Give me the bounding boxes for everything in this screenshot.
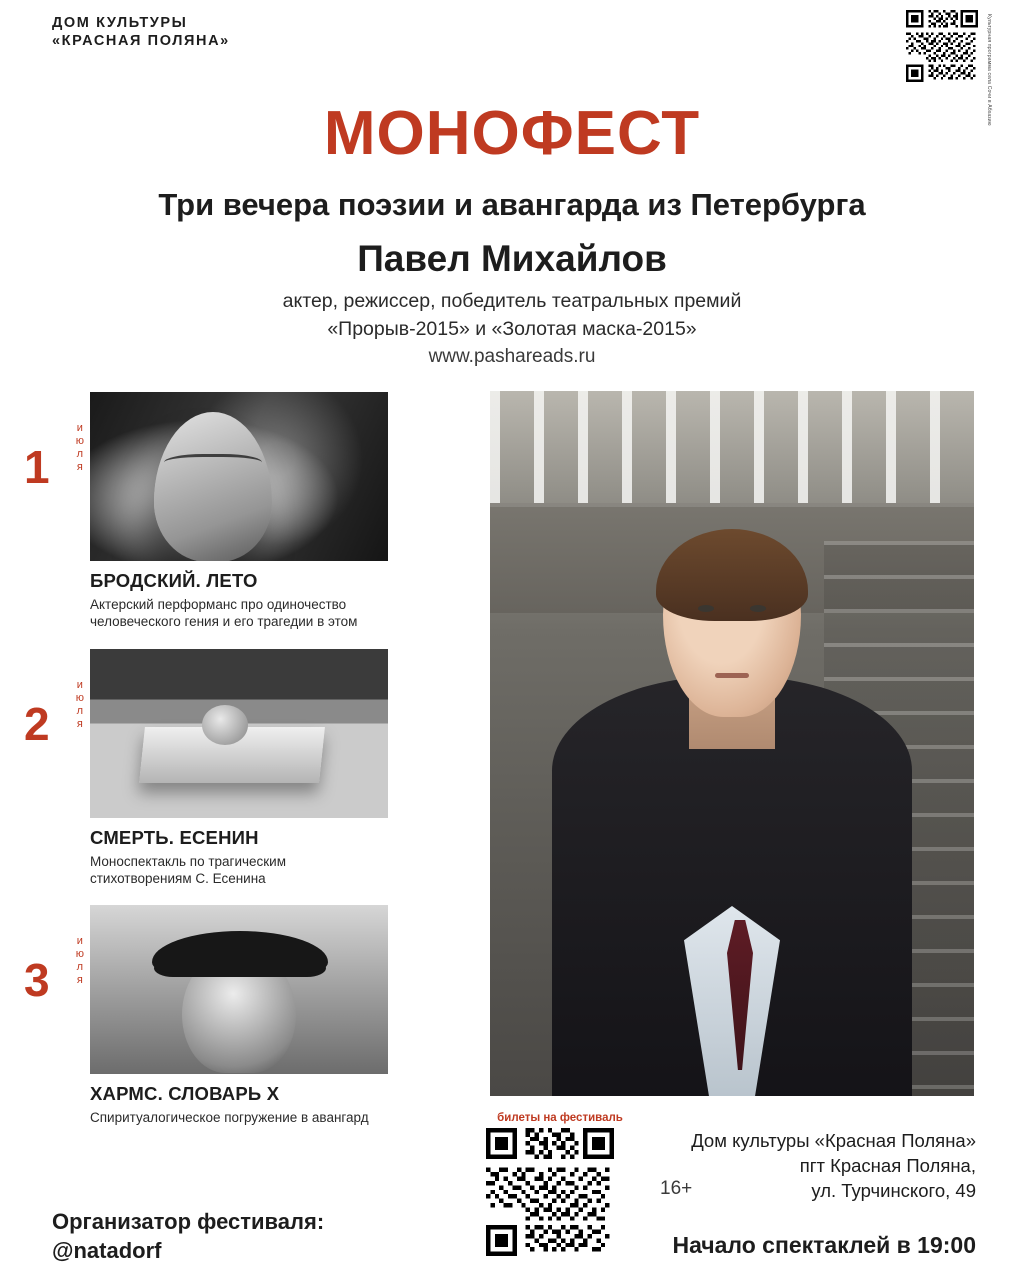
- portrait-eye-left: [698, 605, 714, 612]
- organizer-label: Организатор фестиваля:: [52, 1209, 325, 1234]
- portrait-eye-right: [750, 605, 766, 612]
- show-day-number: 3: [24, 954, 50, 1007]
- start-time: Начало спектаклей в 19:00: [672, 1232, 976, 1258]
- show-description: [90, 853, 400, 888]
- show-description-line-1: Спиритуалогическое погружение в авангард: [90, 1110, 369, 1126]
- show-photo-esenin: [90, 649, 388, 818]
- list-item[interactable]: [0, 649, 470, 888]
- age-rating-badge: 16+: [660, 1178, 693, 1199]
- artist-website-link[interactable]: www.pashareads.ru: [428, 346, 596, 367]
- artist-description-line-2: «Прорыв-2015» и «Золотая маска-2015»: [327, 317, 697, 340]
- organizer-handle[interactable]: @natadorf: [52, 1237, 162, 1263]
- show-title: ХАРМС. СЛОВАРЬ Х: [90, 1083, 280, 1105]
- show-day-number: 2: [24, 697, 50, 750]
- show-month-label: июля: [73, 422, 86, 474]
- venue-address-line-2: пгт Красная Поляна,: [799, 1155, 976, 1177]
- show-photo-brodsky: [90, 392, 388, 561]
- artist-name: Павел Михайлов: [357, 238, 667, 279]
- tickets-label: билеты на фестиваль: [497, 1112, 623, 1124]
- qr-code-icon-tickets[interactable]: [486, 1128, 614, 1256]
- qr-top-caption: Культурная программа села Сочи в Абхазию: [986, 14, 992, 126]
- show-description-line-1: Моноспектакль по трагическим: [90, 853, 287, 869]
- page-title: МОНОФЕСТ: [323, 99, 701, 168]
- show-description-line-2: человеческого гения и его трагедии в этом: [90, 614, 358, 630]
- list-item[interactable]: [0, 905, 470, 1126]
- show-month-label: июля: [73, 678, 86, 731]
- list-item[interactable]: [0, 392, 470, 631]
- shows-list: [0, 392, 470, 1144]
- show-description: [90, 1109, 400, 1126]
- portrait-railing: [490, 391, 974, 503]
- qr-code-icon-top[interactable]: [906, 10, 978, 82]
- artist-description: [0, 288, 1024, 343]
- show-day-number: 1: [24, 441, 50, 493]
- venue-address: [691, 1128, 976, 1203]
- show-photo-harms: [90, 905, 388, 1074]
- venue-logo-line-2: «КРАСНАЯ ПОЛЯНА»: [52, 33, 230, 50]
- portrait-pavel-mihaylov: [490, 391, 974, 1096]
- page-subtitle: Три вечера поэзии и авангарда из Петербурга: [158, 187, 866, 222]
- organizer-block: [52, 1208, 324, 1265]
- venue-address-line-3: ул. Турчинского, 49: [811, 1180, 976, 1202]
- show-description: [90, 596, 400, 631]
- show-description-line-1: Актерский перформанс про одиночество: [90, 597, 347, 612]
- show-description-line-2: стихотворениям С. Есенина: [90, 870, 266, 886]
- venue-address-line-1: Дом культуры «Красная Поляна»: [691, 1130, 976, 1151]
- venue-logo-line-1: ДОМ КУЛЬТУРЫ: [52, 15, 188, 31]
- show-month-label: июля: [73, 935, 86, 988]
- show-title: БРОДСКИЙ. ЛЕТО: [90, 570, 258, 591]
- artist-description-line-1: актер, режиссер, победитель театральных премий: [282, 290, 742, 312]
- venue-logo: [52, 14, 230, 50]
- show-title: СМЕРТЬ. ЕСЕНИН: [90, 826, 259, 848]
- portrait-mouth: [715, 673, 749, 678]
